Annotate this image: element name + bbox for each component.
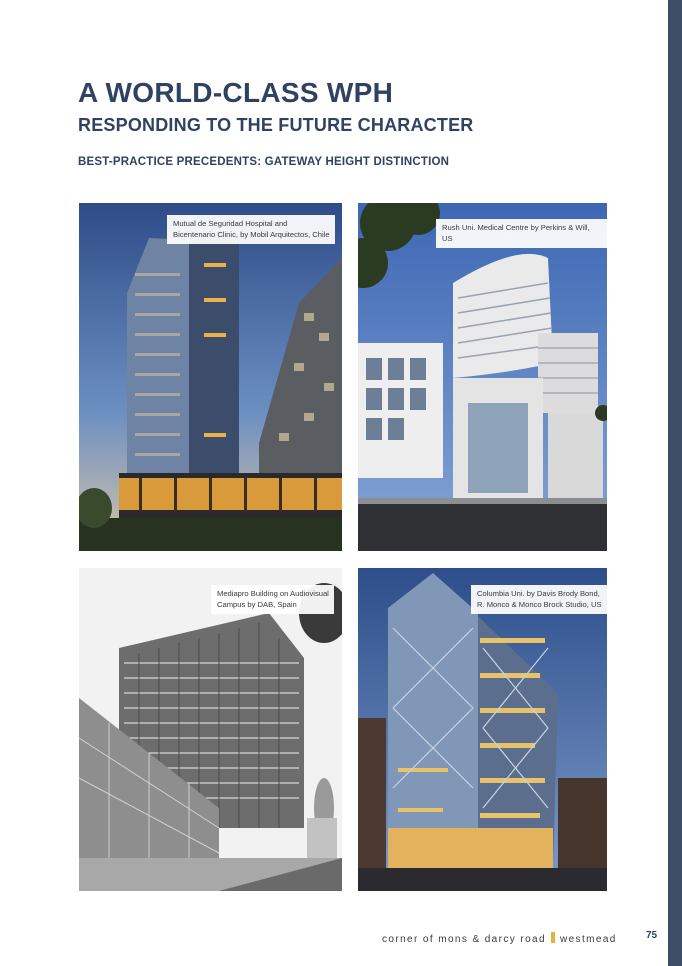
caption-line: Rush Uni. Medical Centre by Perkins & Will, US bbox=[442, 223, 590, 243]
section-title: BEST-PRACTICE PRECEDENTS: GATEWAY HEIGHT DISTINCTION bbox=[78, 156, 450, 168]
photo-rush-medical-centre bbox=[358, 203, 607, 551]
page-number: 75 bbox=[646, 930, 658, 941]
page-title: A WORLD-CLASS WPH bbox=[78, 77, 394, 108]
caption-line: Campus by DAB, Spain bbox=[217, 600, 297, 609]
footer-location: westmead bbox=[559, 934, 617, 945]
photo-caption bbox=[211, 585, 334, 614]
page-subtitle: RESPONDING TO THE FUTURE CHARACTER bbox=[78, 115, 474, 135]
caption-line: Columbia Uni. by Davis Brody Bond, bbox=[477, 589, 600, 598]
photo-caption bbox=[436, 219, 607, 248]
photo-caption bbox=[471, 585, 607, 614]
caption-line: R. Monco & Monco Brock Studio, US bbox=[477, 600, 602, 609]
caption-line: Mediapro Building on Audiovisual bbox=[217, 589, 329, 598]
caption-line: Bicentenario Clinic, by Mobil Arquitectos, Chile bbox=[173, 230, 330, 239]
photo-mutual-hospital bbox=[79, 203, 342, 551]
photo-columbia-university bbox=[358, 568, 607, 891]
side-bar bbox=[668, 0, 682, 966]
caption-line: Mutual de Seguridad Hospital and bbox=[173, 219, 288, 228]
footer-separator bbox=[551, 932, 555, 943]
photo-caption bbox=[167, 215, 335, 244]
photo-mediapro-building bbox=[79, 568, 342, 891]
footer-address: corner of mons & darcy road bbox=[382, 934, 546, 945]
footer-project-name bbox=[382, 932, 617, 945]
